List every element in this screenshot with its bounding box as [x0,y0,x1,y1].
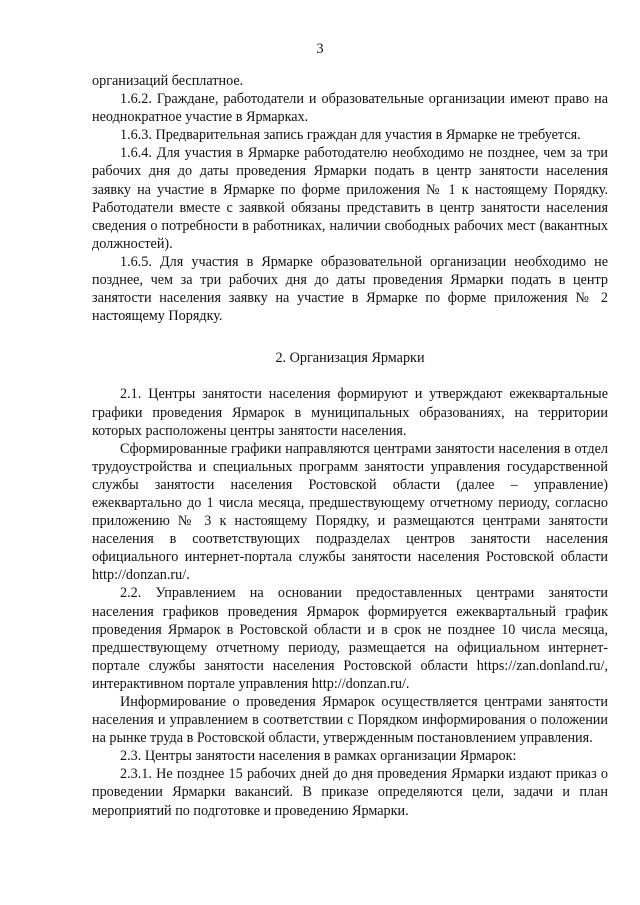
section-heading: 2. Организация Ярмарки [275,350,425,367]
paragraph-1-6-4: 1.6.4. Для участия в Ярмарке работодателю необходимо не позднее, чем за три рабочих дня до даты проведения Ярмарки подать в центр занятости населения заявку на участие в Ярмарке по форме приложения № 1 к настоящему Порядку. Работодатели вместе с заявкой обязаны представить в центр занятости населения сведения о потребности в работниках, наличии свободных рабочих мест (вакантных должностей). [92,145,608,252]
paragraph-2-1: 2.1. Центры занятости населения формируют и утверждают ежеквартальные графики проведения Ярмарок в муниципальных образованиях, на территории которых расположены центры занятости населения. [92,386,608,439]
paragraph-2-3-1: 2.3.1. Не позднее 15 рабочих дней до дня проведения Ярмарки издают приказ о проведении Ярмарки вакансий. В приказе определяются цели, задачи и план мероприятий по подготовке и проведению Ярмарки. [92,766,608,819]
paragraph-schedules: Сформированные графики направляются центрами занятости населения в отдел трудоустройства и специальных программ занятости управления государственной службы занятости населения Ростовской области (далее – управление) ежеквартально до 1 числа месяца, предшествующему отчетному периоду, согласно приложению № 3 к настоящему Порядку, и размещаются центрами занятости населения в соответствующих подразделах центров занятости населения официального интернет-портала службы занятости населения Ростовской области http://donzan.ru/. [92,440,608,584]
paragraph-informing: Информирование о проведения Ярмарок осуществляется центрами занятости населения и управлением в соответствии с Порядком информирования о положении на рынке труда в Ростовской области, утвержденным постановлением управления. [92,694,608,747]
paragraph-2-3: 2.3. Центры занятости населения в рамках организации Ярмарок: [120,748,517,765]
page-number: 3 [316,41,324,57]
paragraph-1-6-5: 1.6.5. Для участия в Ярмарке образовательной организации необходимо не позднее, чем за три рабочих дня до даты проведения Ярмарки подать в центр занятости населения заявку на участие в Ярмарке по форме приложения № 2 настоящему Порядку. [92,253,608,325]
paragraph-2-2: 2.2. Управлением на основании предоставленных центрами занятости населения графиков проведения Ярмарок формируется ежеквартальный график проведения Ярмарок в Ростовской области и в срок не позднее 10 числа месяца, предшествующему отчетному периоду, размещается на официальном интернет-портале службы занятости населения Ростовской области https://zan.donland.ru/, интерактивном портале управления http://donzan.ru/. [92,585,608,692]
document-body [92,72,608,820]
paragraph-1-6-2: 1.6.2. Граждане, работодатели и образовательные организации имеют право на неоднократное участие в Ярмарках. [92,91,608,126]
paragraph: организаций бесплатное. [92,73,244,89]
paragraph-1-6-3: 1.6.3. Предварительная запись граждан для участия в Ярмарке не требуется. [120,127,581,144]
